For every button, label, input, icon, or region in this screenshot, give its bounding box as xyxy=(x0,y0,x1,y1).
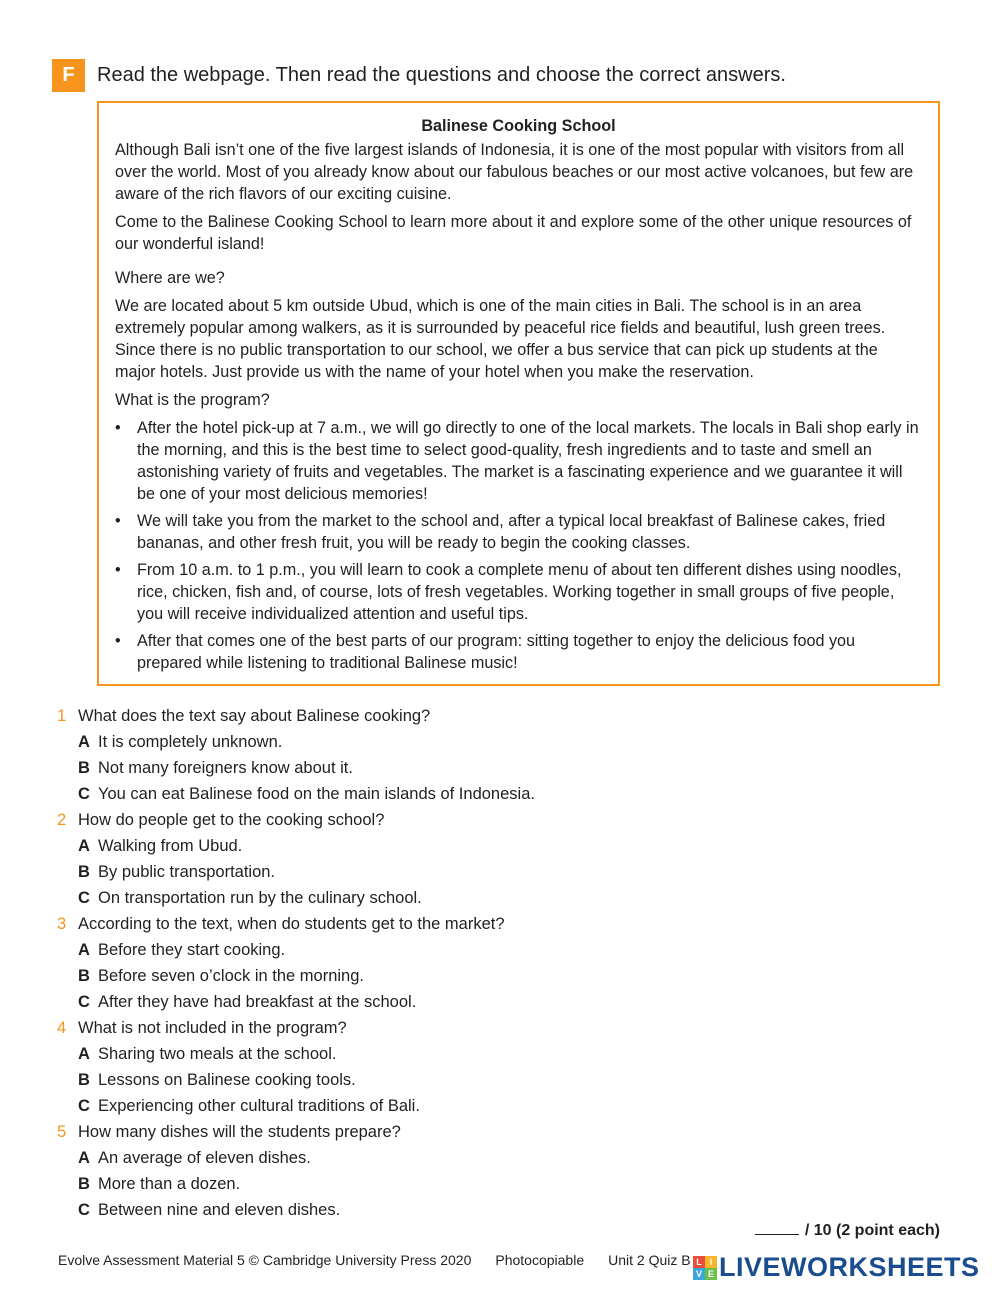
program-item-text: After that comes one of the best parts of our program: sitting together to enjoy the delicious food you prepared while listening to traditional Balinese music! xyxy=(137,632,856,672)
logo-mark-letter: L xyxy=(693,1256,705,1268)
question xyxy=(57,1119,535,1145)
option-text: Before seven o’clock in the morning. xyxy=(98,966,364,985)
option-letter: A xyxy=(78,940,90,959)
score-blank[interactable] xyxy=(755,1234,799,1235)
option-text: It is completely unknown. xyxy=(98,732,283,751)
where-paragraph: We are located about 5 km outside Ubud, which is one of the main cities in Bali. The school is in an area extremely popular among walkers, as it is surrounded by peaceful rice fields and beautiful, lush green trees. Since there is no public transportation to our school, we offer a bus service that can pick up students at the major hotels. Just provide us with the name of your hotel when you make the reservation. xyxy=(115,297,886,381)
score-text: / 10 (2 point each) xyxy=(804,1222,940,1239)
answer-option[interactable] xyxy=(57,963,535,989)
footer-copyright: Evolve Assessment Material 5 © Cambridge University Press 2020 xyxy=(58,1252,472,1268)
program-item xyxy=(115,630,922,674)
article-title: Balinese Cooking School xyxy=(421,117,616,135)
answer-option[interactable] xyxy=(57,781,535,807)
answer-option[interactable] xyxy=(57,1067,535,1093)
intro-paragraph-1: Although Bali isn’t one of the five largest islands of Indonesia, it is one of the most popular with visitors from all over the world. Most of you already know about our fabulous beaches or our most active volcanoes, but few are aware of the rich flavors of our exciting cuisine. xyxy=(115,141,914,203)
question xyxy=(57,911,535,937)
option-letter: A xyxy=(78,836,90,855)
option-text: By public transportation. xyxy=(98,862,276,881)
question-number: 1 xyxy=(57,706,67,725)
option-text: Sharing two meals at the school. xyxy=(98,1044,337,1063)
option-letter: C xyxy=(78,888,90,907)
program-item xyxy=(115,510,922,554)
answer-option[interactable] xyxy=(57,885,535,911)
answer-option[interactable] xyxy=(57,1093,535,1119)
answer-option[interactable] xyxy=(57,1041,535,1067)
option-text: An average of eleven dishes. xyxy=(98,1148,311,1167)
option-letter: A xyxy=(78,1044,90,1063)
question xyxy=(57,703,535,729)
answer-option[interactable] xyxy=(57,1197,535,1223)
answer-option[interactable] xyxy=(57,833,535,859)
score-line xyxy=(755,1222,940,1240)
question-text: How do people get to the cooking school? xyxy=(78,810,385,829)
option-text: Walking from Ubud. xyxy=(98,836,243,855)
option-text: More than a dozen. xyxy=(98,1174,241,1193)
liveworksheets-logo-icon xyxy=(693,1256,717,1280)
question-number: 4 xyxy=(57,1018,67,1037)
option-letter: C xyxy=(78,1096,90,1115)
question xyxy=(57,1015,535,1041)
option-text: Experiencing other cultural traditions of Bali. xyxy=(98,1096,420,1115)
option-text: Not many foreigners know about it. xyxy=(98,758,353,777)
intro-paragraph-2: Come to the Balinese Cooking School to learn more about it and explore some of the other unique resources of our wonderful island! xyxy=(115,213,912,253)
page-footer xyxy=(58,1252,715,1268)
question-list xyxy=(57,703,535,1223)
answer-option[interactable] xyxy=(57,1145,535,1171)
option-letter: B xyxy=(78,862,90,881)
program-item-text: We will take you from the market to the school and, after a typical local breakfast of Balinese cakes, fried bananas, and other fresh fruit, you will be ready to begin the cooking classes. xyxy=(137,512,886,552)
question xyxy=(57,807,535,833)
option-letter: C xyxy=(78,784,90,803)
answer-option[interactable] xyxy=(57,937,535,963)
option-letter: C xyxy=(78,1200,90,1219)
question-number: 3 xyxy=(57,914,67,933)
answer-option[interactable] xyxy=(57,989,535,1015)
option-letter: A xyxy=(78,732,90,751)
logo-mark-letter: I xyxy=(705,1256,717,1268)
option-text: On transportation run by the culinary school. xyxy=(98,888,422,907)
bullet: • xyxy=(115,561,121,579)
where-heading: Where are we? xyxy=(115,269,225,287)
option-letter: C xyxy=(78,992,90,1011)
option-text: Lessons on Balinese cooking tools. xyxy=(98,1070,356,1089)
exercise-badge: F xyxy=(52,59,85,92)
program-list xyxy=(115,417,922,674)
liveworksheets-logo xyxy=(693,1252,980,1283)
program-heading: What is the program? xyxy=(115,391,270,409)
logo-text: LIVEWORKSHEETS xyxy=(719,1252,980,1282)
program-item-text: After the hotel pick-up at 7 a.m., we will go directly to one of the local markets. The locals in Bali shop early in the morning, and this is the best time to select good-quality, fresh ingredients and to taste and smell an astonishing variety of fruits and vegetables. The market is a fascinating experience and we guarantee it will be one of your most delicious memories! xyxy=(137,419,919,503)
footer-photocopiable: Photocopiable xyxy=(495,1252,585,1268)
bullet: • xyxy=(115,512,121,530)
bullet: • xyxy=(115,419,121,437)
option-text: Before they start cooking. xyxy=(98,940,286,959)
option-letter: B xyxy=(78,1070,90,1089)
program-item-text: From 10 a.m. to 1 p.m., you will learn to cook a complete menu of about ten different dishes using noodles, rice, chicken, fish and, of course, lots of fresh vegetables. Working together in small groups of five people, you will receive individualized attention and useful tips. xyxy=(137,561,902,623)
answer-option[interactable] xyxy=(57,755,535,781)
bullet: • xyxy=(115,632,121,650)
answer-option[interactable] xyxy=(57,859,535,885)
program-item xyxy=(115,417,922,505)
exercise-instruction: Read the webpage. Then read the questions and choose the correct answers. xyxy=(97,64,786,86)
logo-mark-letter: E xyxy=(705,1268,717,1280)
option-letter: A xyxy=(78,1148,90,1167)
answer-option[interactable] xyxy=(57,1171,535,1197)
option-text: After they have had breakfast at the school. xyxy=(98,992,417,1011)
program-item xyxy=(115,559,922,625)
option-letter: B xyxy=(78,758,90,777)
option-text: You can eat Balinese food on the main islands of Indonesia. xyxy=(98,784,535,803)
option-letter: B xyxy=(78,1174,90,1193)
question-text: How many dishes will the students prepare? xyxy=(78,1122,401,1141)
logo-mark-letter: V xyxy=(693,1268,705,1280)
question-number: 5 xyxy=(57,1122,67,1141)
question-text: What does the text say about Balinese cooking? xyxy=(78,706,431,725)
question-text: What is not included in the program? xyxy=(78,1018,347,1037)
option-text: Between nine and eleven dishes. xyxy=(98,1200,341,1219)
question-number: 2 xyxy=(57,810,67,829)
exercise-header xyxy=(52,59,786,92)
webpage-text-box xyxy=(97,101,940,686)
option-letter: B xyxy=(78,966,90,985)
question-text: According to the text, when do students get to the market? xyxy=(78,914,505,933)
answer-option[interactable] xyxy=(57,729,535,755)
footer-unit: Unit 2 Quiz B xyxy=(608,1252,691,1268)
